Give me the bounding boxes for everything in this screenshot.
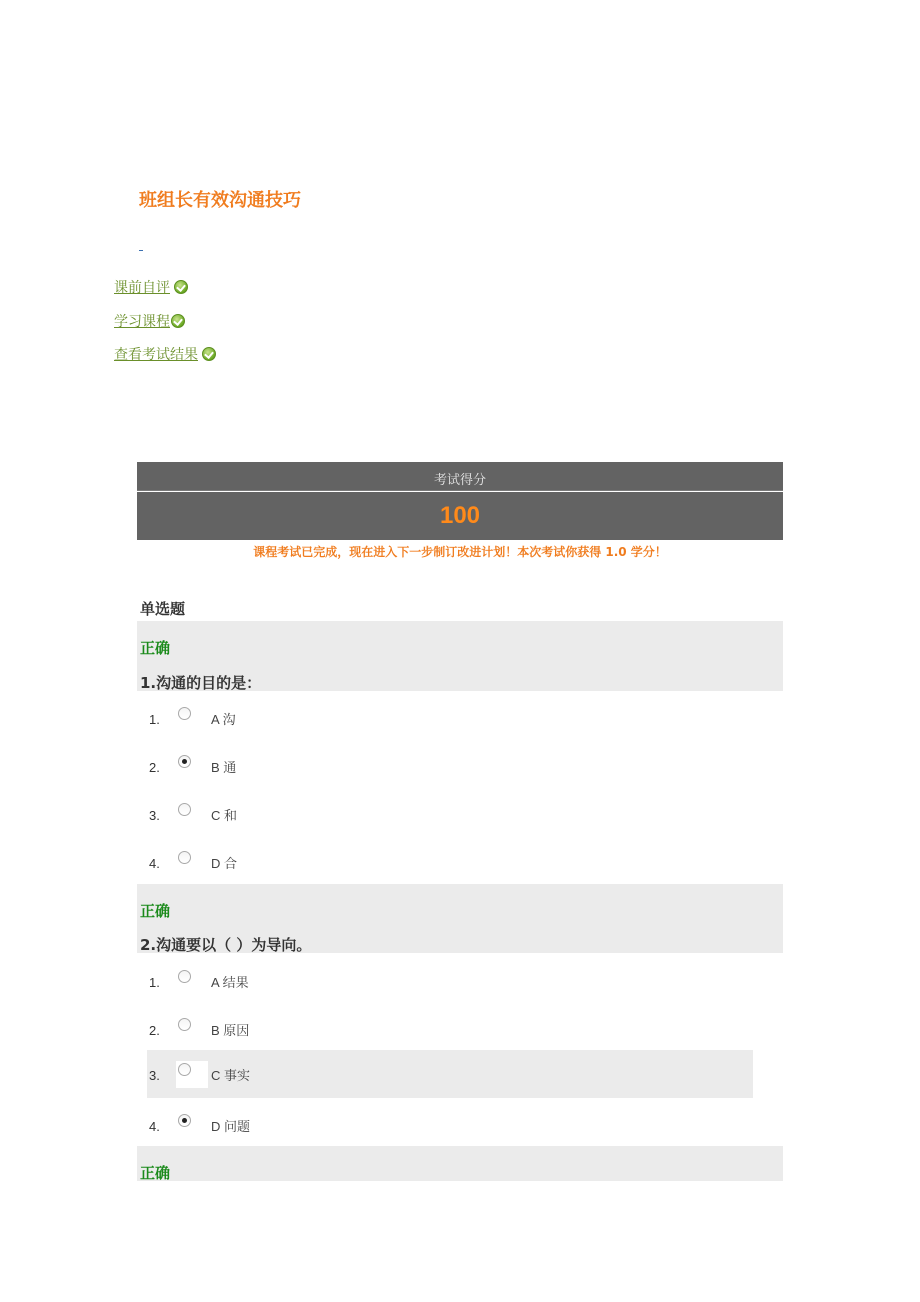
- option-label: C 事实: [211, 1068, 251, 1083]
- option-label: C 和: [211, 808, 238, 823]
- option-label: B 原因: [211, 1023, 250, 1038]
- nav-label[interactable]: 课前自评: [114, 280, 170, 296]
- option-number: 4.: [149, 1119, 160, 1134]
- question-header-3: [137, 1146, 783, 1181]
- anchor-link[interactable]: [139, 250, 143, 251]
- score-header: 考试得分: [137, 462, 783, 491]
- option-row[interactable]: [137, 742, 783, 790]
- option-number: 3.: [149, 808, 160, 823]
- status-correct: 正确: [140, 1164, 171, 1182]
- option-number: 1.: [149, 975, 160, 990]
- option-row[interactable]: [137, 790, 783, 838]
- question-text: 1.沟通的目的是：: [140, 674, 262, 692]
- radio-unselected-icon[interactable]: [178, 1018, 191, 1031]
- option-row[interactable]: [137, 838, 783, 886]
- radio-unselected-icon[interactable]: [178, 851, 191, 864]
- nav-pre-assessment[interactable]: [114, 277, 188, 297]
- radio-unselected-icon[interactable]: [178, 970, 191, 983]
- radio-unselected-icon[interactable]: [178, 707, 191, 720]
- radio-wrap[interactable]: [176, 1061, 208, 1088]
- option-row[interactable]: [137, 957, 783, 1005]
- nav-exam-results[interactable]: [114, 344, 216, 364]
- option-number: 3.: [149, 1068, 160, 1083]
- option-number: 2.: [149, 1023, 160, 1038]
- radio-selected-icon[interactable]: [178, 1114, 191, 1127]
- option-number: 4.: [149, 856, 160, 871]
- option-label: A 沟: [211, 712, 236, 727]
- option-number: 2.: [149, 760, 160, 775]
- check-icon: [202, 347, 216, 361]
- course-title: 班组长有效沟通技巧: [139, 190, 301, 211]
- radio-selected-icon[interactable]: [178, 755, 191, 768]
- status-correct: 正确: [140, 902, 171, 920]
- score-message: 课程考试已完成，现在进入下一步制订改进计划！本次考试你获得 1.0 学分！: [253, 545, 667, 559]
- option-label: B 通: [211, 760, 237, 775]
- option-label: D 问题: [211, 1119, 251, 1134]
- score-value: 100: [137, 492, 783, 540]
- nav-label[interactable]: 查看考试结果: [114, 347, 198, 363]
- radio-unselected-icon[interactable]: [178, 1063, 191, 1076]
- option-row[interactable]: [137, 1005, 783, 1053]
- option-row[interactable]: [137, 694, 783, 742]
- radio-unselected-icon[interactable]: [178, 803, 191, 816]
- status-correct: 正确: [140, 639, 171, 657]
- option-row[interactable]: [137, 1101, 783, 1149]
- nav-study-course[interactable]: [114, 311, 185, 331]
- nav-label[interactable]: 学习课程: [114, 314, 170, 330]
- check-icon: [171, 314, 185, 328]
- section-title: 单选题: [140, 600, 186, 618]
- check-icon: [174, 280, 188, 294]
- option-label: A 结果: [211, 975, 249, 990]
- option-label: D 合: [211, 856, 238, 871]
- question-text: 2.沟通要以（ ）为导向。: [140, 936, 312, 954]
- option-number: 1.: [149, 712, 160, 727]
- option-row-hovered[interactable]: [147, 1050, 753, 1098]
